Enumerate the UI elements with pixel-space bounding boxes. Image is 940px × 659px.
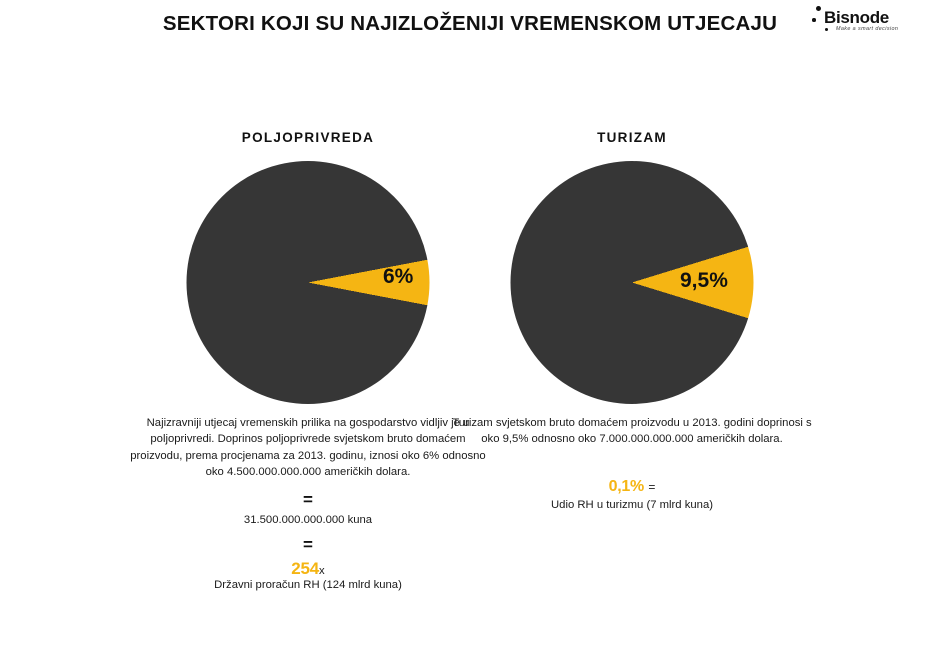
note-percent-right: 0,1% <box>608 477 644 495</box>
column-poljoprivreda <box>128 130 488 591</box>
pie-percent-label-right: 9,5% <box>680 269 728 292</box>
pie-chart-right <box>452 161 812 409</box>
equals-sign-1: = <box>303 489 313 509</box>
logo-wordmark: Bisnode <box>824 8 889 27</box>
multiplier-suffix: x <box>319 564 325 577</box>
logo-dot-icon <box>812 18 816 22</box>
note-description-right: Udio RH u turizmu (7 mlrd kuna) <box>551 498 713 511</box>
note-equals-right: = <box>648 479 656 494</box>
description-left: Najizravniji utjecaj vremenskih prilika na gospodarstvo vidljiv je u poljoprivredi. Doprinos poljoprivrede svjetskom bruto domaćem proizvodu, prema procjenama za 2013. godinu, iznosi oko 6% odnosno oko 4.500.000.000.000 američkih dolara. <box>130 417 486 479</box>
sector-title-left: POLJOPRIVREDA <box>241 130 375 145</box>
equals-sign-2: = <box>303 534 313 554</box>
sector-title-right: TURIZAM <box>597 130 667 145</box>
multiplier-value: 254 <box>291 558 320 578</box>
header <box>0 0 940 52</box>
value-kuna-left: 31.500.000.000.000 kuna <box>243 513 373 526</box>
note-headline-right <box>452 478 812 496</box>
page-title: SEKTORI KOJI SU NAJIZLOŽENIJI VREMENSKOM UTJECAJU <box>162 12 778 35</box>
logo-dot-icon <box>816 6 821 11</box>
note-right <box>452 478 812 511</box>
pie-percent-label-left: 6% <box>383 265 414 288</box>
description-right: Turizam svjetskom bruto domaćem proizvodu u 2013. godini doprinosi s oko 9,5% odnosno oko 7.000.000.000.000 američkih dolara. <box>452 417 812 446</box>
column-turizam <box>452 130 812 511</box>
pie-chart-left <box>128 161 488 409</box>
bisnode-logo <box>812 6 924 40</box>
multiplier-description-left: Državni proračun RH (124 mlrd kuna) <box>214 578 402 591</box>
multiplier-row-left <box>128 559 488 579</box>
logo-dot-icon <box>825 28 828 31</box>
logo-tagline: Make a smart decision <box>836 26 899 32</box>
